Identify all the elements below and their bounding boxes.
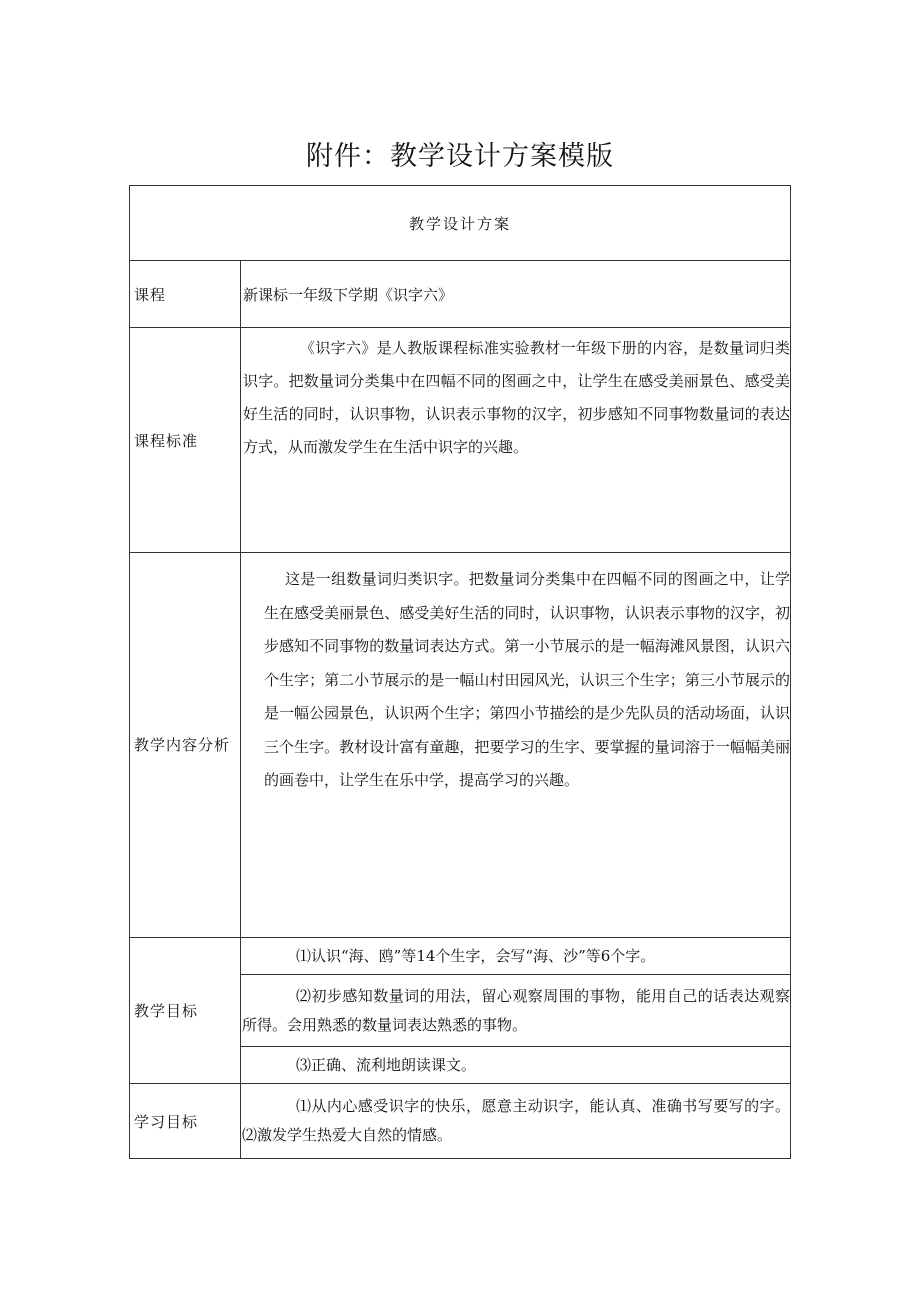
standard-cell	[241, 328, 791, 553]
table-row-teaching-goal-1	[130, 938, 791, 975]
analysis-label: 教学内容分析	[130, 553, 241, 938]
teaching-goal-cell-1	[241, 938, 791, 975]
teaching-goal-cell-3	[241, 1047, 791, 1084]
learning-goals-label: 学习目标	[130, 1084, 241, 1159]
lesson-plan-table	[129, 185, 791, 1159]
teaching-goal-cell-2	[241, 975, 791, 1047]
table-row-standard	[130, 328, 791, 553]
standard-text: 《识字六》是人教版课程标准实验教材一年级下册的内容，是数量词归类识字。把数量词分类集中在四幅不同的图画之中，让学生在感受美丽景色、感受美好生活的同时，认识事物，认识表示事物的汉字，初步感知不同事物数量词的表达方式，从而激发学生在生活中识字的兴趣。	[243, 339, 791, 456]
table-row-course	[130, 261, 791, 328]
teaching-goal-1: ⑴认识“海、鸥”等14个生字，会写“海、沙”等6个字。	[296, 946, 656, 965]
learning-goals-text: ⑴从内心感受识字的快乐，愿意主动识字，能认真、准确书写要写的字。⑵激发学生热爱大自然的情感。	[242, 1097, 791, 1144]
table-row-learning-goals	[130, 1084, 791, 1159]
table-header-row	[130, 186, 791, 261]
table-row-analysis	[130, 553, 791, 938]
course-value: 新课标一年级下学期《识字六》	[241, 261, 791, 328]
analysis-cell	[241, 553, 791, 938]
teaching-goal-3: ⑶正确、流利地朗读课文。	[296, 1055, 477, 1074]
table-header: 教学设计方案	[130, 186, 791, 261]
teaching-goal-2: ⑵初步感知数量词的用法，留心观察周围的事物，能用自己的话表达观察所得。会用熟悉的数量词表达熟悉的事物。	[242, 986, 791, 1034]
analysis-text: 这是一组数量词归类识字。把数量词分类集中在四幅不同的图画之中，让学生在感受美丽景色、感受美好生活的同时，认识事物，认识表示事物的汉字，初步感知不同事物的数量词表达方式。第一小节展示的是一幅海滩风景图，认识六个生字；第二小节展示的是一幅山村田园风光，认识三个生字；第三小节展示的是一幅公园景色，认识两个生字；第四小节描绘的是少先队员的活动场面，认识三个生字。教材设计富有童趣，把要学习的生字、要掌握的量词溶于一幅幅美丽的画卷中，让学生在乐中学，提高学习的兴趣。	[264, 570, 791, 789]
learning-goals-cell	[241, 1084, 791, 1159]
teaching-goals-label: 教学目标	[130, 938, 241, 1084]
course-label: 课程	[130, 261, 241, 328]
standard-label: 课程标准	[130, 328, 241, 553]
document-title: 附件：教学设计方案模版	[306, 141, 614, 172]
